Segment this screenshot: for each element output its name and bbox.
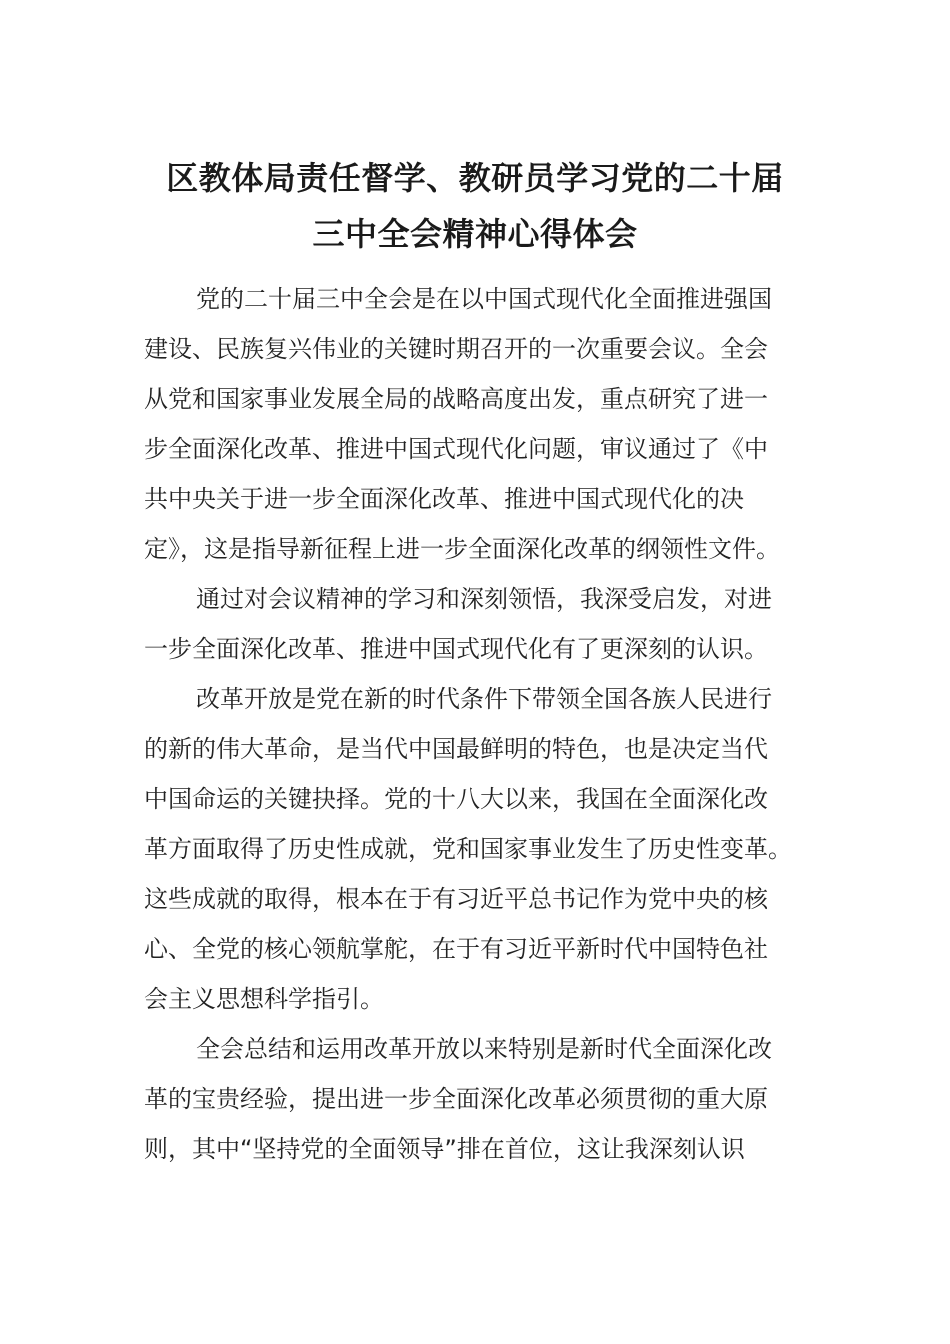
paragraph-2 (144, 574, 804, 674)
paragraph-line: 中国命运的关键抉择。党的十八大以来，我国在全面深化改 (144, 785, 768, 813)
paragraph-line: 改革开放是党在新的时代条件下带领全国各族人民进行 (196, 685, 772, 713)
document-title (120, 150, 830, 262)
paragraph-4 (144, 1024, 804, 1174)
paragraph-line: 革方面取得了历史性成就，党和国家事业发生了历史性变革。 (144, 835, 792, 863)
paragraph-line: 全会总结和运用改革开放以来特别是新时代全面深化改 (196, 1035, 772, 1063)
paragraph-line: 的新的伟大革命，是当代中国最鲜明的特色，也是决定当代 (144, 735, 768, 763)
paragraph-line: 这些成就的取得，根本在于有习近平总书记作为党中央的核 (144, 885, 768, 913)
paragraph-3 (144, 674, 804, 1024)
paragraph-line: 建设、民族复兴伟业的关键时期召开的一次重要会议。全会 (144, 335, 768, 363)
paragraph-1 (144, 274, 804, 574)
paragraph-line: 定》，这是指导新征程上进一步全面深化改革的纲领性文件。 (144, 535, 780, 563)
paragraph-line: 党的二十届三中全会是在以中国式现代化全面推进强国 (196, 285, 772, 313)
title-line-1: 区教体局责任督学、教研员学习党的二十届 (166, 159, 784, 197)
paragraph-line: 会主义思想科学指引。 (144, 985, 384, 1013)
paragraph-line: 则，其中“坚持党的全面领导”排在首位，这让我深刻认识 (144, 1135, 745, 1163)
paragraph-line: 革的宝贵经验，提出进一步全面深化改革必须贯彻的重大原 (144, 1085, 768, 1113)
paragraph-line: 通过对会议精神的学习和深刻领悟，我深受启发，对进 (196, 585, 772, 613)
document-body (144, 274, 804, 1174)
paragraph-line: 一步全面深化改革、推进中国式现代化有了更深刻的认识。 (144, 635, 768, 663)
paragraph-line: 心、全党的核心领航掌舵，在于有习近平新时代中国特色社 (144, 935, 768, 963)
paragraph-line: 从党和国家事业发展全局的战略高度出发，重点研究了进一 (144, 385, 768, 413)
paragraph-line: 共中央关于进一步全面深化改革、推进中国式现代化的决 (144, 485, 744, 513)
paragraph-line: 步全面深化改革、推进中国式现代化问题，审议通过了《中 (144, 435, 768, 463)
title-line-2: 三中全会精神心得体会 (312, 215, 638, 253)
